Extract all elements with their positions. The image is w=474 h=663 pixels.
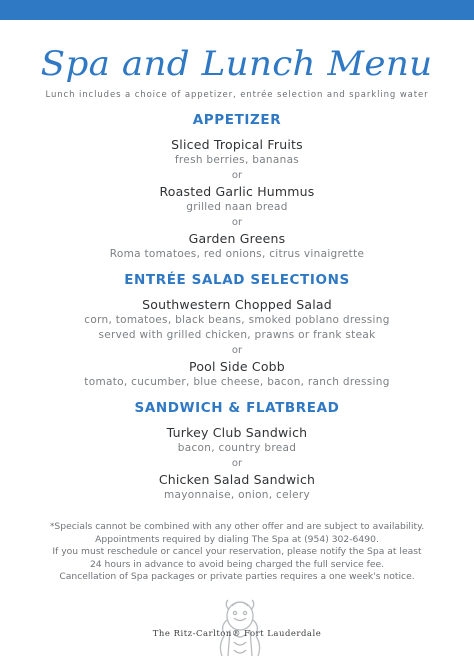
item-name: Pool Side Cobb [189,359,285,374]
item-description: fresh berries, bananas [174,154,300,166]
item-name: Garden Greens [188,231,286,246]
menu-item [0,231,474,262]
or-separator: or [231,458,243,469]
section-title: SANDWICH & FLATBREAD [134,400,340,416]
item-name: Sliced Tropical Fruits [171,137,303,152]
top-color-band [0,0,474,20]
menu-item [0,297,474,343]
disclaimer-line: Appointments required by dialing The Spa at (954) 302-6490. [95,533,379,545]
section-title: APPETIZER [192,112,282,128]
disclaimer-line: Cancellation of Spa packages or private parties requires a one week's notice. [59,571,415,582]
disclaimer [0,521,474,584]
title-container [0,44,474,84]
item-name: Roasted Garlic Hummus [159,184,315,199]
footer [0,596,474,663]
menu-section [0,112,474,262]
lion-crest-icon [210,596,270,660]
menu-item [0,359,474,390]
item-name: Southwestern Chopped Salad [142,297,332,312]
menu-item [0,137,474,168]
item-description: served with grilled chicken, prawns or frank steak [98,329,376,341]
item-description: mayonnaise, onion, celery [164,489,310,501]
menu-item [0,425,474,456]
section-title: ENTRÉE SALAD SELECTIONS [124,272,350,288]
or-separator: or [231,345,243,356]
or-separator: or [231,217,243,228]
brand-name: The Ritz-Carlton® Fort Lauderdale [152,629,322,639]
menu-body [0,112,474,513]
disclaimer-line: *Specials cannot be combined with any other offer and are subject to availability. [49,521,425,532]
item-description: grilled naan bread [186,201,288,213]
item-description: bacon, country bread [177,442,297,454]
disclaimer-line: 24 hours in advance to avoid being charged the full service fee. [89,558,385,570]
disclaimer-line: If you must reschedule or cancel your reservation, please notify the Spa at least [52,546,422,557]
page-title: Spa and Lunch Menu [41,44,433,84]
item-description: tomato, cucumber, blue cheese, bacon, ranch dressing [84,376,390,388]
item-name: Turkey Club Sandwich [166,425,308,440]
menu-section [0,400,474,503]
page-subtitle: Lunch includes a choice of appetizer, entrée selection and sparkling water [45,90,429,100]
menu-item [0,184,474,215]
menu-section [0,272,474,390]
item-description: Roma tomatoes, red onions, citrus vinaigrette [109,248,365,260]
or-separator: or [231,170,243,181]
menu-item [0,472,474,503]
item-name: Chicken Salad Sandwich [158,472,316,487]
item-description: corn, tomatoes, black beans, smoked poblano dressing [84,314,390,326]
